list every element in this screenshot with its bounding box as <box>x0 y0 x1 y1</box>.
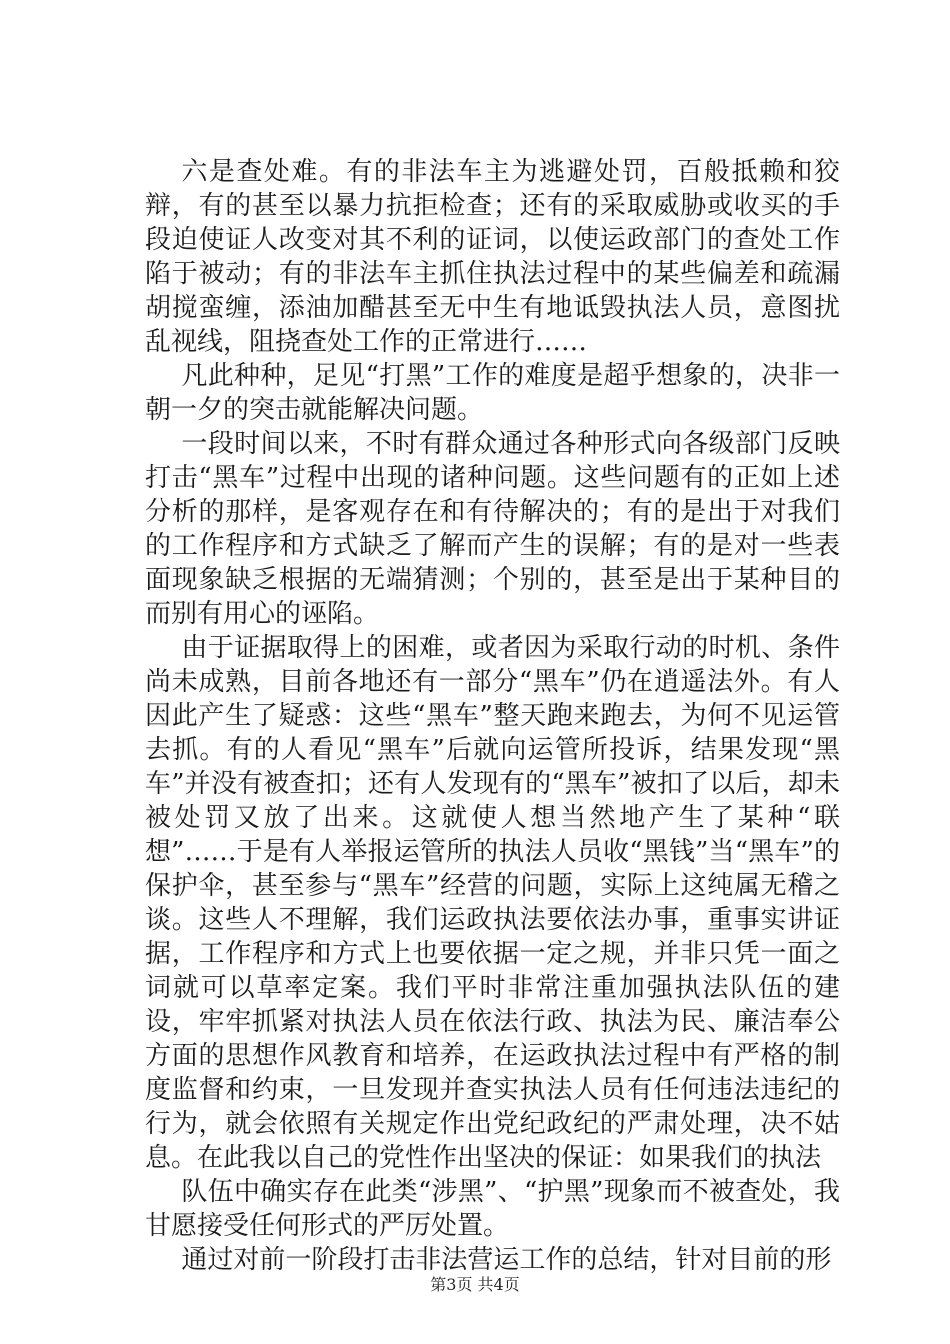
paragraph-team-pledge: 队伍中确实存在此类“涉黑”、“护黑”现象而不被查处，我甘愿接受任何形式的严厉处置。 <box>145 1177 840 1241</box>
paragraph-evidence-difficulty: 由于证据取得上的困难，或者因为采取行动的时机、条件尚未成熟，目前各地还有一部分“黑车”仍在逍遥法外。有人因此产生了疑惑：这些“黑车”整天跑来跑去，为何不见运管去抓。有的人看见“黑车”后就向运管所投诉，结果发现“黑车”并没有被查扣；还有人发现有的“黑车”被扣了以后，却未被处罚又放了出来。这就使人想当然地产生了某种“联想”……于是有人举报运管所的执法人员收“黑钱”当“黑车”的保护伞，甚至参与“黑车”经营的问题，实际上这纯属无稽之谈。这些人不理解，我们运政执法要依法办事，重事实讲证据，工作程序和方式上也要依据一定之规，并非只凭一面之词就可以草率定案。我们平时非常注重加强执法队伍的建设，牢牢抓紧对执法人员在依法行政、执法为民、廉洁奉公方面的思想作风教育和培养，在运政执法过程中有严格的制度监督和约束，一旦发现并查实执法人员有任何违法违纪的行为，就会依照有关规定作出党纪政纪的严肃处理，决不姑息。在此我以自己的党性作出坚决的保证：如果我们的执法 <box>145 633 840 1173</box>
paragraph-investigation-difficulty: 六是查处难。有的非法车主为逃避处罚，百般抵赖和狡辩，有的甚至以暴力抗拒检查；还有的采取威胁或收买的手段迫使证人改变对其不利的证词，以使运政部门的查处工作陷于被动；有的非法车主抓住执法过程中的某些偏差和疏漏胡搅蛮缠，添油加醋甚至无中生有地诋毁执法人员，意图扰乱视线，阻挠查处工作的正常进行…… <box>145 157 840 357</box>
paragraph-summary-start: 通过对前一阶段打击非法营运工作的总结，针对目前的形 <box>181 1245 832 1275</box>
paragraph-public-feedback: 一段时间以来，不时有群众通过各种形式向各级部门反映打击“黑车”过程中出现的诸种问题。这些问题有的正如上述分析的那样，是客观存在和有待解决的；有的是出于对我们的工作程序和方式缺乏了解而产生的误解；有的是对一些表面现象缺乏根据的无端猜测；个别的，甚至是出于某种目的而别有用心的诬陷。 <box>145 429 840 629</box>
document-body <box>145 155 840 1277</box>
page-number-footer: 第3页 共4页 <box>430 1275 520 1294</box>
paragraph-difficulty-summary: 凡此种种，足见“打黑”工作的难度是超乎想象的，决非一朝一夕的突击就能解决问题。 <box>145 361 840 425</box>
